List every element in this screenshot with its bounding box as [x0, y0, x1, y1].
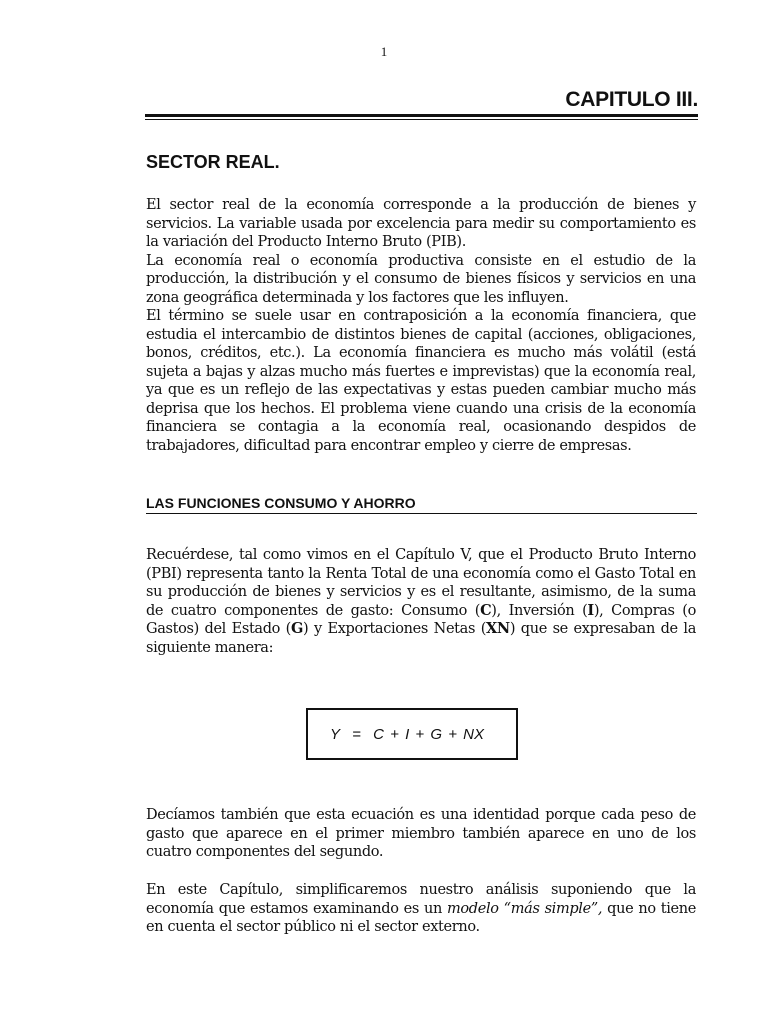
- symbol-gasto-estado: G: [291, 620, 304, 637]
- equation: Y = C + I + G + NX: [330, 725, 484, 743]
- symbol-exportaciones-netas: XN: [486, 620, 510, 637]
- paragraph: El término se suele usar en contraposición a la economía financiera, que estudia el intercambio de distintos bienes de capital (acciones, obligaciones, bonos, créditos, etc.). La economía financiera es mucho más volátil (está sujeta a bajas y alzas mucho más fuertes e imprevistas) que la economía real, ya que es un reflejo de las expectativas y estas pueden cambiar mucho más deprisa que los hechos. El problema viene cuando una crisis de la economía financiera se contagia a la economía real, ocasionando despidos de trabajadores, dificultad para encontrar empleo y cierre de empresas.: [146, 308, 696, 454]
- text-run: ) que se expresaban de la siguiente manera:: [146, 621, 697, 656]
- recap-paragraph: [146, 546, 696, 657]
- paragraph: [146, 546, 696, 657]
- text-run: ), Compras (o Gastos) del Estado (: [146, 602, 696, 637]
- subsection-title: LAS FUNCIONES CONSUMO Y AHORRO: [146, 495, 697, 514]
- paragraph: [146, 881, 696, 937]
- text-run: que no tiene en cuenta el sector público ni el sector externo.: [146, 900, 697, 935]
- symbol-consumo: C: [480, 601, 492, 619]
- intro-text: [146, 196, 696, 455]
- identity-paragraph: [146, 806, 696, 862]
- section-title: SECTOR REAL.: [146, 152, 280, 172]
- chapter-divider: [145, 114, 698, 120]
- chapter-title: CAPITULO III.: [565, 88, 698, 111]
- symbol-inversion: I: [587, 601, 594, 619]
- text-run: En este Capítulo, simplificaremos nuestro análisis suponiendo que la economía que estamos examinando es un: [146, 882, 696, 917]
- text-run: ), Inversión (: [491, 602, 588, 619]
- paragraph: La economía real o economía productiva consiste en el estudio de la producción, la distribución y el consumo de bienes físicos y servicios en una zona geográfica determinada y los factores que les influyen.: [146, 252, 696, 306]
- page-number: 1: [380, 44, 388, 59]
- equation-box: [306, 708, 518, 760]
- paragraph: El sector real de la economía corresponde a la producción de bienes y servicios. La variable usada por excelencia para medir su comportamiento es la variación del Producto Interno Bruto (PIB).: [146, 197, 696, 250]
- text-run: Recuérdese, tal como vimos en el Capítulo V, que el Producto Bruto Interno (PBI) representa tanto la Renta Total de una economía como el Gasto Total en su producción de bienes y servicios y es el resultante, asimismo, de la suma de cuatro componentes de gasto: Consumo (: [146, 547, 696, 619]
- paragraph: Decíamos también que esta ecuación es una identidad porque cada peso de gasto que aparece en el primer miembro también aparece en uno de los cuatro componentes del segundo.: [146, 807, 696, 860]
- text-run: ) y Exportaciones Netas (: [303, 621, 487, 637]
- chapter-note-paragraph: [146, 881, 696, 937]
- emphasis-text: modelo “más simple”,: [447, 900, 603, 917]
